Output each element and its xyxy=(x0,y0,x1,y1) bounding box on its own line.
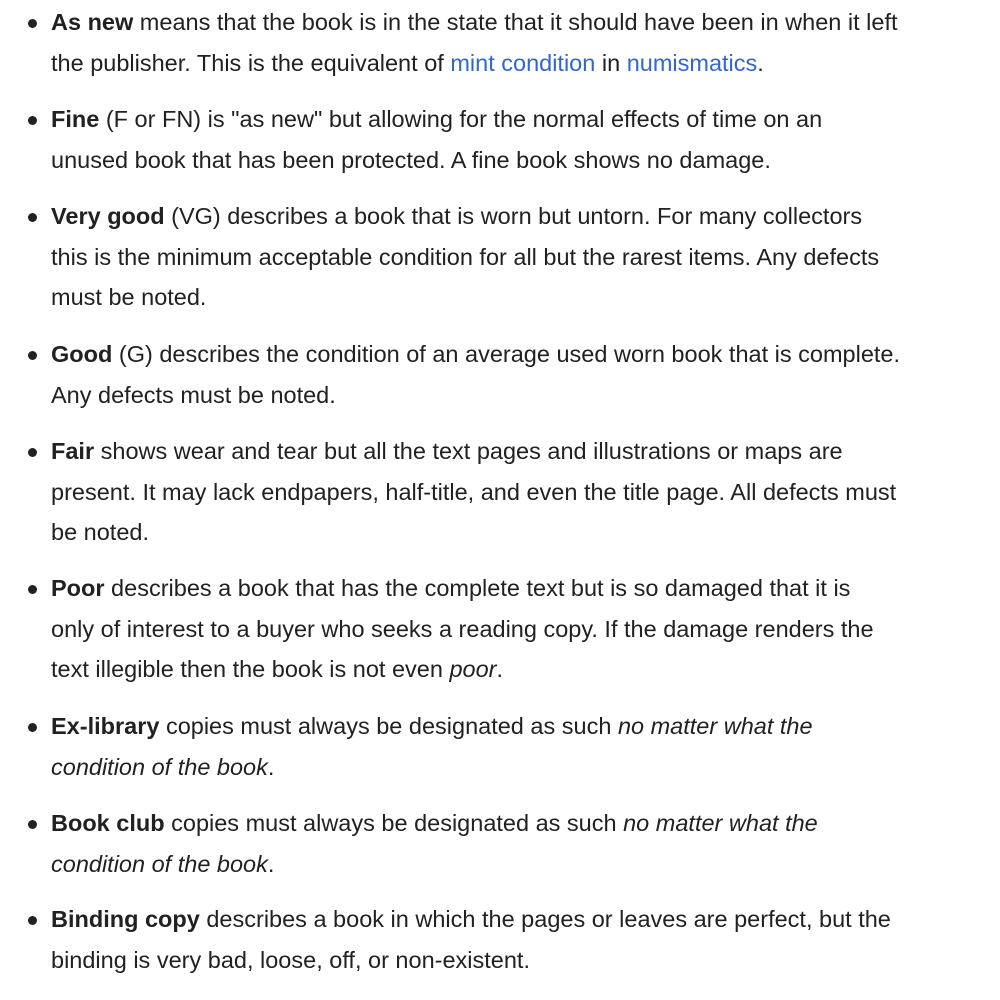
list-item-line xyxy=(51,706,991,747)
list-item-line xyxy=(51,747,991,788)
description-text: in xyxy=(595,49,627,76)
term-label: Binding copy xyxy=(51,906,200,932)
description-text: must be noted. xyxy=(51,284,207,310)
list-item-line xyxy=(51,2,991,43)
description-text: copies must always be designated as such xyxy=(159,713,618,739)
list-item-line xyxy=(51,140,991,181)
bullet-icon xyxy=(28,19,37,28)
description-text: text illegible then the book is not even xyxy=(51,656,450,682)
bullet-icon xyxy=(28,213,37,222)
description-text: this is the minimum acceptable condition for all but the rarest items. Any defects xyxy=(51,243,880,270)
list-item-binding-copy xyxy=(51,899,991,980)
term-label: Book club xyxy=(51,810,165,836)
description-text: present. It may lack endpapers, half-title, and even the title page. All defects must xyxy=(51,478,897,505)
list-item-line xyxy=(51,277,991,318)
bullet-icon xyxy=(28,116,37,125)
list-item-line xyxy=(51,472,991,513)
emphasis-text: no matter what the xyxy=(623,810,818,836)
term-label: Fair xyxy=(51,438,95,464)
list-item-fine xyxy=(51,99,991,180)
list-item-line xyxy=(51,431,991,472)
list-item-very-good xyxy=(51,196,991,318)
list-item-as-new xyxy=(51,2,991,83)
list-item-ex-library xyxy=(51,706,991,787)
list-item-fair xyxy=(51,431,991,553)
term-label: Ex-library xyxy=(51,713,160,739)
description-text: means that the book is in the state that it should have been in when it left xyxy=(133,9,898,35)
list-item-line xyxy=(51,844,991,885)
term-label: Poor xyxy=(51,575,105,601)
description-text: (G) describes the condition of an average used worn book that is complete. xyxy=(112,341,901,367)
description-text: copies must always be designated as such xyxy=(164,810,624,836)
list-item-line xyxy=(51,375,991,416)
list-item-poor xyxy=(51,568,991,690)
list-item-line xyxy=(51,940,991,981)
list-item-line xyxy=(51,43,991,84)
emphasis-text: no matter what the xyxy=(617,713,813,739)
term-label: As new xyxy=(51,9,134,35)
bullet-icon xyxy=(28,916,37,925)
description-text: (F or FN) is "as new" but allowing for the normal effects of time on an xyxy=(99,106,823,132)
bullet-icon xyxy=(28,585,37,594)
description-text: . xyxy=(496,656,504,682)
list-item-line xyxy=(51,237,991,278)
list-item-line xyxy=(51,609,991,650)
description-text: only of interest to a buyer who seeks a reading copy. If the damage renders the xyxy=(51,615,874,642)
description-text: shows wear and tear but all the text pages and illustrations or maps are xyxy=(94,438,843,464)
list-item-line xyxy=(51,803,991,844)
list-item-line xyxy=(51,196,991,237)
term-label: Fine xyxy=(51,106,100,132)
list-item-line xyxy=(51,99,991,140)
description-text: binding is very bad, loose, off, or non-existent. xyxy=(51,946,530,973)
bullet-icon xyxy=(28,448,37,457)
bullet-icon xyxy=(28,723,37,732)
term-label: Good xyxy=(51,341,113,367)
description-text: . xyxy=(757,49,764,76)
description-text: the publisher. This is the equivalent of xyxy=(51,49,451,76)
link-mint-condition[interactable]: mint condition xyxy=(450,49,596,76)
emphasis-text: condition of the book xyxy=(51,850,268,877)
description-text: be noted. xyxy=(51,519,150,545)
bullet-icon xyxy=(28,820,37,829)
description-text: . xyxy=(267,753,275,780)
description-text: describes a book in which the pages or leaves are perfect, but the xyxy=(199,906,891,932)
bullet-icon xyxy=(28,351,37,360)
list-item-line xyxy=(51,568,991,609)
description-text: Any defects must be noted. xyxy=(51,381,336,408)
term-label: Very good xyxy=(51,203,165,229)
list-item-line xyxy=(51,649,991,690)
list-item-good xyxy=(51,334,991,415)
emphasis-text: condition of the book xyxy=(51,753,268,780)
list-item-line xyxy=(51,334,991,375)
list-item-book-club xyxy=(51,803,991,884)
list-item-line xyxy=(51,899,991,940)
list-item-line xyxy=(51,512,991,553)
emphasis-text: poor xyxy=(449,656,497,682)
description-text: unused book that has been protected. A fine book shows no damage. xyxy=(51,146,771,173)
description-text: (VG) describes a book that is worn but untorn. For many collectors xyxy=(164,203,863,229)
link-numismatics[interactable]: numismatics xyxy=(626,49,758,76)
description-text: . xyxy=(267,850,275,877)
description-text: describes a book that has the complete text but is so damaged that it is xyxy=(104,575,851,601)
